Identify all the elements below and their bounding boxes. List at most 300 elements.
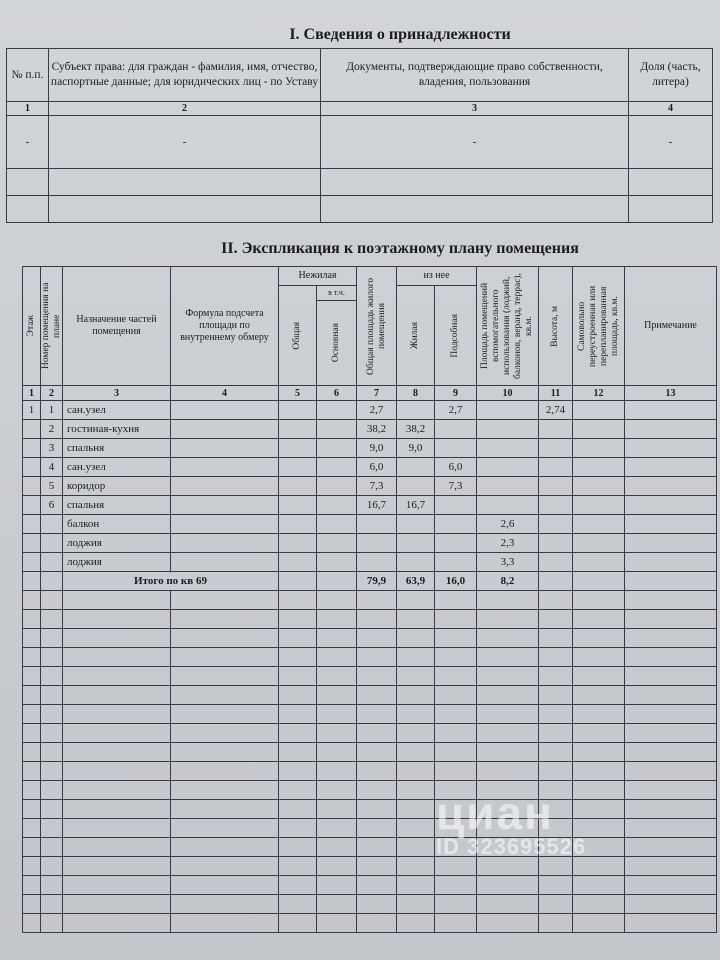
table-cell xyxy=(397,781,435,800)
table-cell xyxy=(625,857,717,876)
table-cell xyxy=(279,610,317,629)
cell-no: 6 xyxy=(41,496,63,515)
table-cell xyxy=(397,876,435,895)
cell-floor xyxy=(23,496,41,515)
table-cell xyxy=(171,553,279,572)
table-cell xyxy=(23,743,41,762)
table-cell xyxy=(625,648,717,667)
table-cell xyxy=(573,629,625,648)
table-cell xyxy=(23,838,41,857)
table-cell xyxy=(279,496,317,515)
table-cell xyxy=(573,876,625,895)
table-cell xyxy=(625,477,717,496)
table-cell xyxy=(539,648,573,667)
table-cell xyxy=(573,895,625,914)
header-formula: Формула подсчета площади по внутреннему обмеру xyxy=(171,267,279,386)
table-cell xyxy=(317,458,357,477)
table-cell xyxy=(23,781,41,800)
cell-living xyxy=(397,477,435,496)
table-cell xyxy=(477,914,539,933)
table-cell xyxy=(317,819,357,838)
table-row xyxy=(23,496,717,515)
table-cell xyxy=(435,762,477,781)
table-cell xyxy=(625,819,717,838)
table-cell xyxy=(279,477,317,496)
empty-row xyxy=(23,838,717,857)
empty-row xyxy=(23,686,717,705)
table-cell xyxy=(435,743,477,762)
table-cell: - xyxy=(49,116,321,169)
table-cell xyxy=(573,762,625,781)
table-cell xyxy=(41,895,63,914)
table-cell xyxy=(357,914,397,933)
table-cell xyxy=(63,591,171,610)
totals-living: 63,9 xyxy=(397,572,435,591)
empty-row xyxy=(23,762,717,781)
table-cell xyxy=(279,895,317,914)
empty-row xyxy=(23,667,717,686)
table-cell xyxy=(435,610,477,629)
cell-no: 3 xyxy=(41,439,63,458)
table-cell xyxy=(477,610,539,629)
table-cell xyxy=(171,781,279,800)
cell-balc xyxy=(477,439,539,458)
cell-aux: 2,7 xyxy=(435,401,477,420)
table-cell xyxy=(279,420,317,439)
table-cell xyxy=(63,610,171,629)
col-number: 5 xyxy=(279,386,317,401)
empty-row xyxy=(23,876,717,895)
table-cell xyxy=(357,762,397,781)
cell-balc xyxy=(477,496,539,515)
cell-total: 9,0 xyxy=(357,439,397,458)
table-cell xyxy=(357,838,397,857)
table-cell xyxy=(23,914,41,933)
empty-row xyxy=(23,895,717,914)
table-cell xyxy=(625,838,717,857)
table-cell xyxy=(357,686,397,705)
table-cell xyxy=(279,705,317,724)
table-cell xyxy=(41,705,63,724)
table-cell xyxy=(279,819,317,838)
cell-aux xyxy=(435,420,477,439)
table-cell xyxy=(539,743,573,762)
table-cell xyxy=(397,610,435,629)
col-number: 6 xyxy=(317,386,357,401)
cell-name: спальня xyxy=(63,496,171,515)
cell-name: лоджия xyxy=(63,553,171,572)
table-cell xyxy=(317,496,357,515)
cell-balc: 2,6 xyxy=(477,515,539,534)
cell-name: спальня xyxy=(63,439,171,458)
empty-row xyxy=(23,610,717,629)
cell-floor xyxy=(23,553,41,572)
table-cell xyxy=(279,458,317,477)
cell-aux xyxy=(435,439,477,458)
cell-balc xyxy=(477,458,539,477)
table-cell xyxy=(573,515,625,534)
table-cell xyxy=(317,800,357,819)
table-cell xyxy=(573,610,625,629)
table-cell xyxy=(317,420,357,439)
cell-total: 16,7 xyxy=(357,496,397,515)
cell-name: коридор xyxy=(63,477,171,496)
table-cell xyxy=(23,762,41,781)
table-cell xyxy=(171,705,279,724)
table-cell xyxy=(573,458,625,477)
table-cell xyxy=(357,819,397,838)
table-cell xyxy=(573,705,625,724)
table-cell xyxy=(435,895,477,914)
empty-row xyxy=(23,743,717,762)
cell-balc: 2,3 xyxy=(477,534,539,553)
table-cell xyxy=(171,895,279,914)
cell-living xyxy=(397,458,435,477)
table-cell xyxy=(171,762,279,781)
header-floor: Этаж xyxy=(23,267,41,386)
table-cell xyxy=(625,800,717,819)
table-cell xyxy=(63,895,171,914)
table-cell xyxy=(171,401,279,420)
table-cell xyxy=(625,705,717,724)
header-nonresidential: Нежилая xyxy=(279,267,357,286)
table-cell xyxy=(317,648,357,667)
table-cell xyxy=(171,743,279,762)
table-cell xyxy=(171,534,279,553)
table-cell xyxy=(477,895,539,914)
table-cell xyxy=(317,591,357,610)
table-cell xyxy=(279,762,317,781)
table-cell xyxy=(41,629,63,648)
table-row xyxy=(23,515,717,534)
table-row xyxy=(23,458,717,477)
header-living-total: Общая площадь жилого помещения xyxy=(357,267,397,386)
header-notes: Примечание xyxy=(625,267,717,386)
table-cell xyxy=(63,629,171,648)
table-cell xyxy=(539,591,573,610)
totals-aux: 16,0 xyxy=(435,572,477,591)
header-purpose: Назначение частей помещения xyxy=(63,267,171,386)
table-cell xyxy=(573,591,625,610)
table-cell xyxy=(625,420,717,439)
table-cell xyxy=(317,534,357,553)
cell-height xyxy=(539,534,573,553)
table-cell xyxy=(435,667,477,686)
empty-row xyxy=(23,914,717,933)
empty-row xyxy=(23,800,717,819)
table-cell xyxy=(397,895,435,914)
cell-name: балкон xyxy=(63,515,171,534)
table-cell xyxy=(279,553,317,572)
table-row xyxy=(23,439,717,458)
table-cell xyxy=(477,686,539,705)
table-cell: - xyxy=(7,116,49,169)
table-cell xyxy=(23,800,41,819)
cell-living xyxy=(397,401,435,420)
table-cell xyxy=(23,629,41,648)
table-cell xyxy=(435,705,477,724)
table-cell xyxy=(477,876,539,895)
cell-height: 2,74 xyxy=(539,401,573,420)
table-cell xyxy=(41,743,63,762)
table-cell xyxy=(625,914,717,933)
col-number: 2 xyxy=(49,102,321,116)
table-cell xyxy=(625,724,717,743)
table-cell xyxy=(625,762,717,781)
col-number: 11 xyxy=(539,386,573,401)
cell-no: 5 xyxy=(41,477,63,496)
table-cell xyxy=(171,800,279,819)
cell-aux xyxy=(435,496,477,515)
table-cell xyxy=(171,458,279,477)
table-cell xyxy=(23,591,41,610)
section-2-title: II. Экспликация к поэтажному плану помещения xyxy=(221,240,579,257)
table-row xyxy=(23,477,717,496)
table-cell xyxy=(435,914,477,933)
table-cell xyxy=(317,781,357,800)
table-cell xyxy=(397,648,435,667)
table-cell xyxy=(397,629,435,648)
totals-row xyxy=(23,572,717,591)
table-cell xyxy=(625,439,717,458)
table-cell xyxy=(539,895,573,914)
table-cell xyxy=(279,648,317,667)
col-number: 1 xyxy=(7,102,49,116)
table-cell xyxy=(625,895,717,914)
cell-living: 16,7 xyxy=(397,496,435,515)
table-cell xyxy=(357,743,397,762)
header-no: № п.п. xyxy=(7,49,49,102)
table-cell xyxy=(573,914,625,933)
header-total: Общая xyxy=(279,286,317,386)
table-cell xyxy=(171,477,279,496)
table-cell xyxy=(357,724,397,743)
table-cell xyxy=(573,401,625,420)
table-cell xyxy=(41,781,63,800)
table-cell xyxy=(477,629,539,648)
table-cell xyxy=(539,686,573,705)
table-cell xyxy=(279,838,317,857)
totals-total: 79,9 xyxy=(357,572,397,591)
cell-height xyxy=(539,439,573,458)
table-cell xyxy=(397,743,435,762)
table-cell xyxy=(477,591,539,610)
cell-height xyxy=(539,515,573,534)
table-cell xyxy=(573,477,625,496)
table-cell xyxy=(317,439,357,458)
table-cell xyxy=(23,857,41,876)
table-cell xyxy=(23,819,41,838)
table-cell: - xyxy=(321,116,629,169)
table-cell xyxy=(279,781,317,800)
table-cell xyxy=(23,876,41,895)
cell-no xyxy=(41,553,63,572)
table-cell xyxy=(279,591,317,610)
empty-row xyxy=(23,648,717,667)
ownership-table xyxy=(6,48,713,223)
table-cell xyxy=(41,800,63,819)
table-cell xyxy=(397,705,435,724)
table-cell xyxy=(357,591,397,610)
cell-aux: 6,0 xyxy=(435,458,477,477)
table-cell xyxy=(625,458,717,477)
table-cell xyxy=(573,667,625,686)
cell-floor xyxy=(23,439,41,458)
table-cell xyxy=(171,914,279,933)
section-1-title: I. Сведения о принадлежности xyxy=(289,26,511,43)
table-cell xyxy=(317,705,357,724)
table-cell xyxy=(573,724,625,743)
cell-height xyxy=(539,458,573,477)
table-cell xyxy=(625,876,717,895)
table-cell xyxy=(397,686,435,705)
cell-total xyxy=(357,553,397,572)
cell-height xyxy=(539,477,573,496)
table-cell xyxy=(171,724,279,743)
cell-no: 2 xyxy=(41,420,63,439)
col-number: 1 xyxy=(23,386,41,401)
table-cell xyxy=(625,629,717,648)
table-cell xyxy=(41,838,63,857)
table-cell xyxy=(63,838,171,857)
cell-floor xyxy=(23,534,41,553)
table-cell xyxy=(317,686,357,705)
table-cell xyxy=(279,914,317,933)
table-cell xyxy=(171,591,279,610)
table-cell xyxy=(41,648,63,667)
table-cell xyxy=(625,686,717,705)
table-cell xyxy=(171,857,279,876)
totals-label: Итого по кв 69 xyxy=(63,572,279,591)
empty-row xyxy=(23,705,717,724)
table-cell xyxy=(539,667,573,686)
table-cell xyxy=(477,743,539,762)
header-subject: Субъект права: для граждан - фамилия, имя, отчество, паспортные данные; для юридических лиц - по Уставу xyxy=(49,49,321,102)
header-main: Основная xyxy=(317,301,357,386)
table-cell xyxy=(357,667,397,686)
table-cell xyxy=(357,781,397,800)
cell-aux: 7,3 xyxy=(435,477,477,496)
cell-height xyxy=(539,420,573,439)
table-cell xyxy=(625,667,717,686)
table-cell: - xyxy=(629,116,713,169)
table-cell xyxy=(171,629,279,648)
empty-row xyxy=(23,819,717,838)
table-cell xyxy=(279,800,317,819)
table-cell xyxy=(625,591,717,610)
table-cell xyxy=(357,800,397,819)
table-cell xyxy=(435,686,477,705)
table-cell xyxy=(397,762,435,781)
table-cell xyxy=(279,667,317,686)
table-cell xyxy=(625,610,717,629)
table-cell xyxy=(397,838,435,857)
table-cell xyxy=(573,686,625,705)
cell-total: 38,2 xyxy=(357,420,397,439)
table-cell xyxy=(279,534,317,553)
table-cell xyxy=(435,876,477,895)
table-cell xyxy=(279,439,317,458)
table-cell xyxy=(573,420,625,439)
cell-balc: 3,3 xyxy=(477,553,539,572)
table-cell xyxy=(397,857,435,876)
col-number: 9 xyxy=(435,386,477,401)
table-cell xyxy=(63,762,171,781)
col-number: 8 xyxy=(397,386,435,401)
table-cell xyxy=(357,857,397,876)
table-cell xyxy=(41,724,63,743)
table-cell xyxy=(357,876,397,895)
table-cell xyxy=(279,743,317,762)
cell-name: сан.узел xyxy=(63,401,171,420)
table-cell xyxy=(477,667,539,686)
cell-total xyxy=(357,515,397,534)
table-cell xyxy=(573,534,625,553)
cell-name: лоджия xyxy=(63,534,171,553)
table-cell xyxy=(23,895,41,914)
col-number: 3 xyxy=(63,386,171,401)
empty-row xyxy=(23,629,717,648)
table-cell xyxy=(63,743,171,762)
table-cell xyxy=(317,667,357,686)
table-cell xyxy=(357,705,397,724)
cell-floor: 1 xyxy=(23,401,41,420)
table-cell xyxy=(23,724,41,743)
table-cell xyxy=(171,876,279,895)
cell-name: сан.узел xyxy=(63,458,171,477)
table-cell xyxy=(573,743,625,762)
table-cell xyxy=(171,819,279,838)
cell-aux xyxy=(435,515,477,534)
column-numbers-row xyxy=(23,386,717,401)
table-cell xyxy=(63,819,171,838)
cell-living: 38,2 xyxy=(397,420,435,439)
header-height: Высота, м xyxy=(539,267,573,386)
table-cell xyxy=(171,610,279,629)
table-cell xyxy=(397,591,435,610)
cell-balc xyxy=(477,401,539,420)
header-documents: Документы, подтверждающие право собственности, владения, пользования xyxy=(321,49,629,102)
table-cell xyxy=(539,705,573,724)
table-cell xyxy=(63,857,171,876)
table-cell xyxy=(63,667,171,686)
table-cell xyxy=(317,477,357,496)
table-cell xyxy=(435,591,477,610)
table-cell xyxy=(317,876,357,895)
table-cell xyxy=(625,496,717,515)
cell-total: 7,3 xyxy=(357,477,397,496)
table-cell xyxy=(317,762,357,781)
table-cell xyxy=(279,686,317,705)
table-cell xyxy=(357,648,397,667)
col-number: 12 xyxy=(573,386,625,401)
col-number: 13 xyxy=(625,386,717,401)
table-cell xyxy=(41,857,63,876)
col-number: 4 xyxy=(629,102,713,116)
table-cell xyxy=(279,857,317,876)
table-cell xyxy=(171,496,279,515)
table-cell xyxy=(171,420,279,439)
col-number: 3 xyxy=(321,102,629,116)
header-of-which: из нее xyxy=(397,267,477,286)
table-cell xyxy=(539,610,573,629)
table-cell xyxy=(171,838,279,857)
table-row xyxy=(23,401,717,420)
col-number: 7 xyxy=(357,386,397,401)
table-cell xyxy=(435,648,477,667)
table-cell xyxy=(317,629,357,648)
table-cell xyxy=(23,686,41,705)
